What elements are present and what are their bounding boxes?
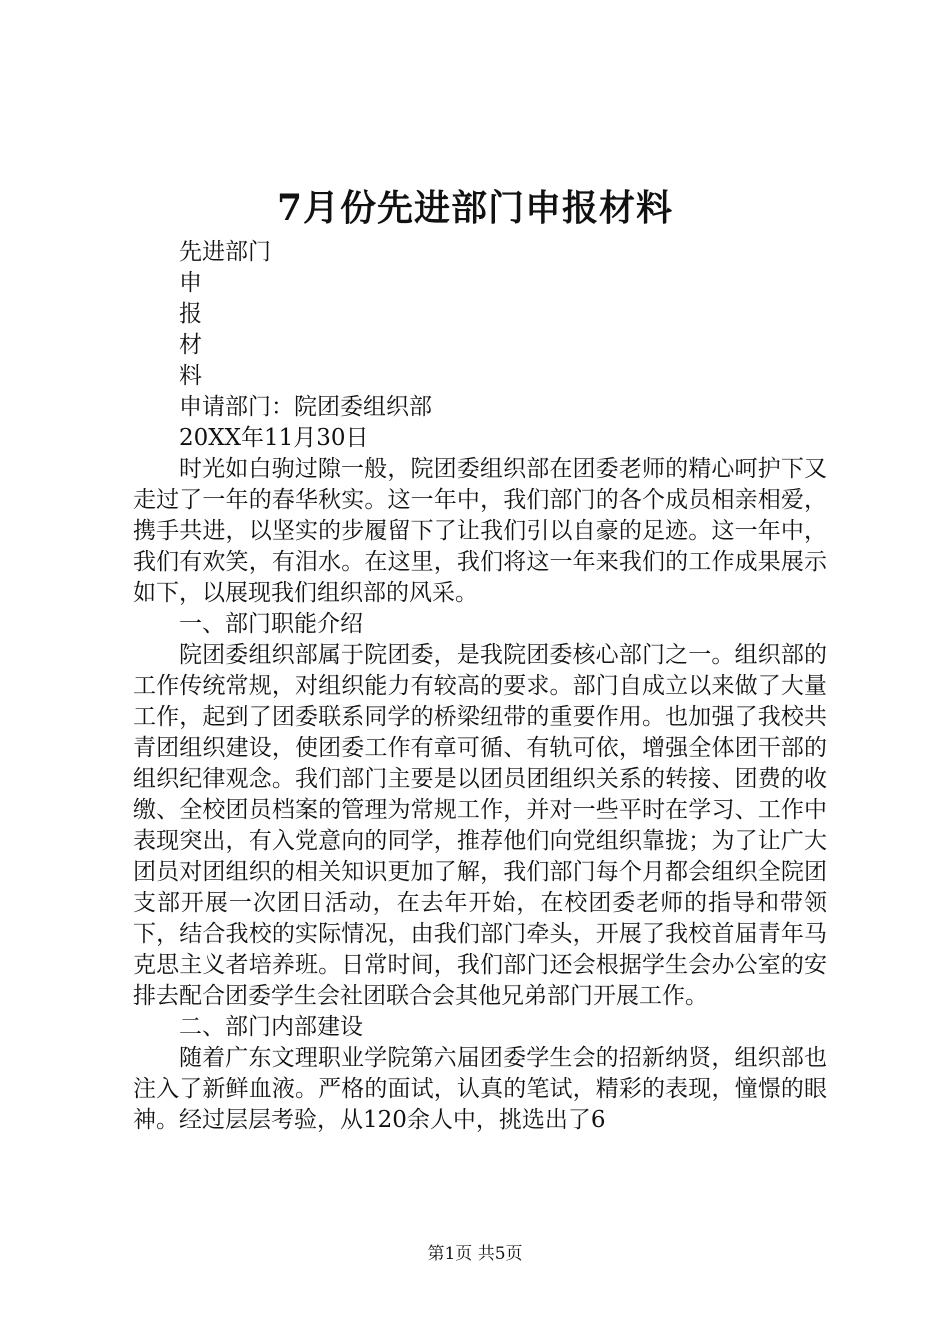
paragraph-intro: 时光如白驹过隙一般，院团委组织部在团委老师的精心呵护下又走过了一年的春华秋实。这一年中，我们部门的各个成员相亲相爱，携手共进，以坚实的步履留下了让我们引以自豪的足迹。这一年中，我们有欢笑，有泪水。在这里，我们将这一年来我们的工作成果展示如下，以展现我们组织部的风采。: [133, 456, 827, 606]
date-line: 20XX年11月30日: [179, 425, 369, 451]
section-heading-2: 二、部门内部建设: [179, 1014, 363, 1040]
applicant-line: 申请部门：院团委组织部: [179, 394, 432, 420]
cover-line: 报: [179, 301, 202, 327]
section-heading-1: 一、部门职能介绍: [179, 611, 363, 637]
cover-line: 材: [179, 332, 202, 358]
document-body: [133, 237, 827, 1136]
cover-line: 先进部门: [179, 239, 271, 265]
page-footer: 第1页 共5页: [427, 1244, 523, 1264]
paragraph-construction: 随着广东文理职业学院第六届团委学生会的招新纳贤，组织部也注入了新鲜血液。严格的面试，认真的笔试，精彩的表现，憧憬的眼神。经过层层考验，从120余人中，挑选出了6: [133, 1045, 827, 1133]
cover-line: 申: [179, 270, 202, 296]
document-title: 7月份先进部门申报材料: [276, 187, 674, 229]
paragraph-functions: 院团委组织部属于院团委，是我院团委核心部门之一。组织部的工作传统常规，对组织能力有较高的要求。部门自成立以来做了大量工作，起到了团委联系同学的桥梁纽带的重要作用。也加强了我校共青团组织建设，使团委工作有章可循、有轨可依，增强全体团干部的组织纪律观念。我们部门主要是以团员团组织关系的转接、团费的收缴、全校团员档案的管理为常规工作，并对一些平时在学习、工作中表现突出，有入党意向的同学，推荐他们向党组织靠拢；为了让广大团员对团组织的相关知识更加了解，我们部门每个月都会组织全院团支部开展一次团日活动，在去年开始，在校团委老师的指导和带领下，结合我校的实际情况，由我们部门牵头，开展了我校首届青年马克思主义者培养班。日常时间，我们部门还会根据学生会办公室的安排去配合团委学生会社团联合会其他兄弟部门开展工作。: [133, 642, 827, 1009]
cover-line: 料: [179, 363, 202, 389]
